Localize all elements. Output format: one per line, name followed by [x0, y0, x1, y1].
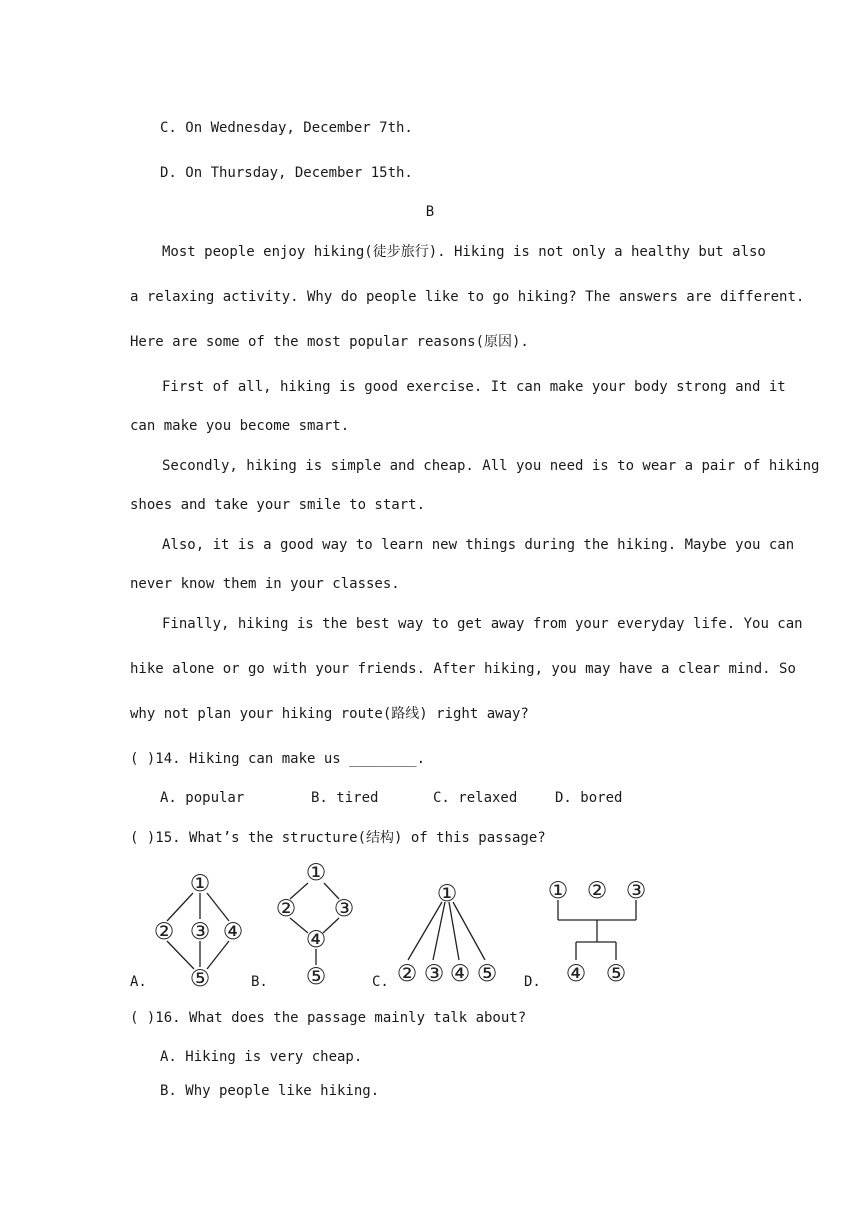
node-1: ① [305, 860, 327, 886]
node-1: ① [436, 881, 458, 907]
diagram-b-nodes [276, 860, 355, 990]
question-14-stem: ( )14. Hiking can make us ________. [130, 751, 426, 767]
q15-option-b-label: B. [251, 974, 268, 990]
node-3: ③ [423, 961, 445, 987]
q15-option-d-label: D. [524, 974, 541, 990]
question-15-stem: ( )15. What’s the structure(结构) of this passage? [130, 830, 546, 846]
passage-line: Most people enjoy hiking(徒步旅行). Hiking is not only a healthy but also [162, 244, 766, 260]
node-4: ④ [565, 961, 587, 987]
node-2: ② [275, 896, 297, 922]
option-d-previous: D. On Thursday, December 15th. [160, 165, 413, 181]
passage-line: Here are some of the most popular reasons(原因). [130, 334, 529, 350]
passage-line: Secondly, hiking is simple and cheap. All you need is to wear a pair of hiking [162, 458, 820, 474]
passage-line: shoes and take your smile to start. [130, 497, 426, 513]
diagram-c-nodes [397, 881, 498, 987]
q15-option-c-label: C. [372, 974, 389, 990]
node-1: ① [189, 871, 211, 897]
passage-line: hike alone or go with your friends. After hiking, you may have a clear mind. So [130, 661, 796, 677]
structure-diagram-b [268, 855, 363, 990]
node-2: ② [396, 961, 418, 987]
passage-line: Also, it is a good way to learn new things during the hiking. Maybe you can [162, 537, 795, 553]
node-5: ⑤ [605, 961, 627, 987]
structure-diagram-d [540, 870, 660, 992]
node-3: ③ [333, 896, 355, 922]
passage-line: can make you become smart. [130, 418, 350, 434]
node-2: ② [586, 878, 608, 904]
node-4: ④ [222, 919, 244, 945]
q16-option-a: A. Hiking is very cheap. [160, 1049, 363, 1065]
node-3: ③ [189, 919, 211, 945]
question-16-stem: ( )16. What does the passage mainly talk about? [130, 1010, 527, 1026]
q14-option-d: D. bored [555, 790, 623, 806]
passage-line: First of all, hiking is good exercise. It can make your body strong and it [162, 379, 786, 395]
node-2: ② [153, 919, 175, 945]
passage-line: a relaxing activity. Why do people like to go hiking? The answers are different. [130, 289, 805, 305]
node-5: ⑤ [476, 961, 498, 987]
node-4: ④ [449, 961, 471, 987]
node-3: ③ [625, 878, 647, 904]
node-1: ① [547, 878, 569, 904]
node-5: ⑤ [305, 964, 327, 990]
q14-option-c: C. relaxed [433, 790, 518, 806]
node-4: ④ [305, 927, 327, 953]
passage-line: never know them in your classes. [130, 576, 400, 592]
passage-line: Finally, hiking is the best way to get away from your everyday life. You can [162, 616, 803, 632]
q14-option-b: B. tired [311, 790, 379, 806]
node-5: ⑤ [189, 966, 211, 992]
option-c-previous: C. On Wednesday, December 7th. [160, 120, 413, 136]
structure-diagram-c [390, 872, 505, 992]
q14-option-a: A. popular [160, 790, 245, 806]
section-heading: B [425, 204, 435, 220]
q15-option-a-label: A. [130, 974, 147, 990]
structure-diagram-a [145, 865, 250, 995]
q16-option-b: B. Why people like hiking. [160, 1083, 380, 1099]
diagram-a-nodes [154, 871, 244, 992]
passage-line: why not plan your hiking route(路线) right away? [130, 706, 529, 722]
